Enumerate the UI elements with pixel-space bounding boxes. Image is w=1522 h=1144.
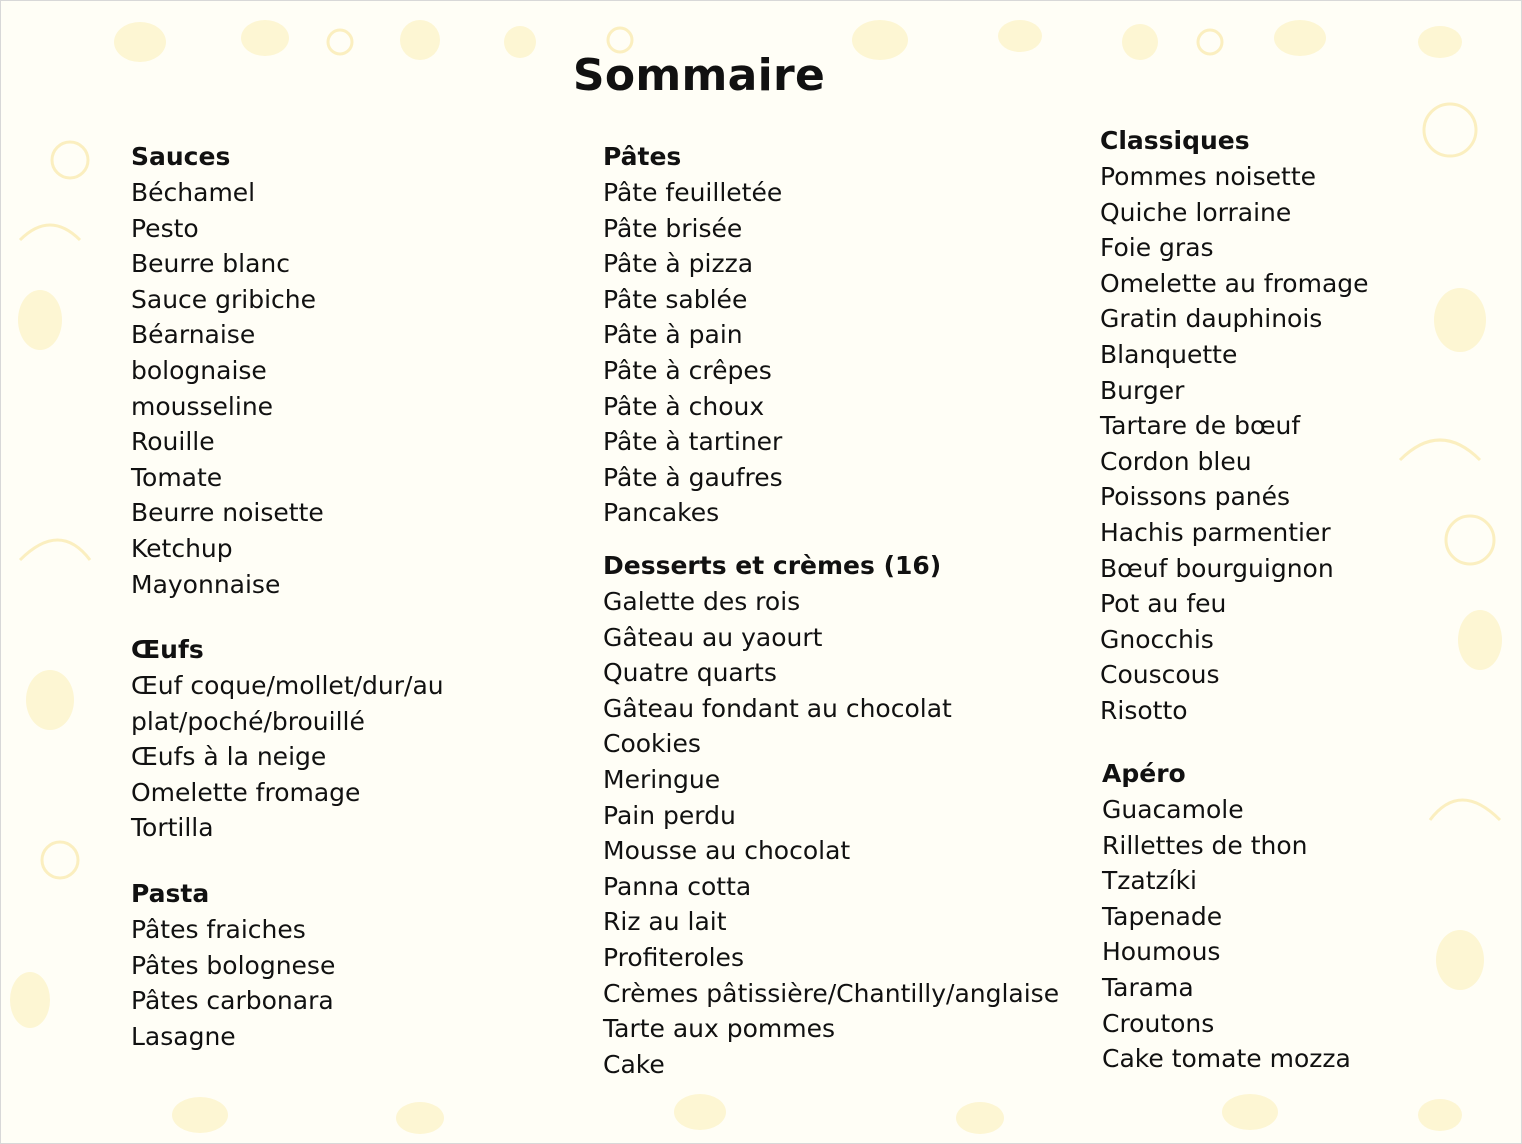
recipe-item: Pâtes bolognese <box>131 950 336 980</box>
recipe-item: Crèmes pâtissière/Chantilly/anglaise <box>603 978 1060 1008</box>
section-heading: Desserts et crèmes (16) <box>603 551 942 580</box>
section-apero <box>1102 756 1351 1077</box>
section-pasta <box>131 876 335 1054</box>
recipe-item: Pot au feu <box>1100 589 1227 619</box>
recipe-item: Pain perdu <box>603 800 736 830</box>
recipe-item: Ketchup <box>131 533 233 563</box>
recipe-item: Gâteau fondant au chocolat <box>603 693 952 723</box>
recipe-item: Tapenade <box>1102 901 1223 931</box>
section-heading: Sauces <box>131 142 231 171</box>
recipe-item: Pâte à tartiner <box>603 427 783 457</box>
recipe-item: Tartare de bœuf <box>1100 411 1301 441</box>
recipe-item: Pâtes carbonara <box>131 986 334 1016</box>
recipe-item: Foie gras <box>1100 233 1214 263</box>
recipe-item: Poissons panés <box>1100 482 1291 512</box>
recipe-item: Pancakes <box>603 498 720 528</box>
recipe-item: Couscous <box>1100 660 1220 690</box>
recipe-item: Béchamel <box>131 178 256 207</box>
recipe-item: Houmous <box>1102 937 1221 967</box>
recipe-item: Pâte à pizza <box>603 249 754 279</box>
section-heading: Apéro <box>1102 759 1186 788</box>
section-desserts <box>603 548 1059 1082</box>
section-classiques <box>1100 123 1369 729</box>
recipe-item: Gâteau au yaourt <box>603 622 823 652</box>
recipe-item: Pâte à crêpes <box>603 355 772 385</box>
section-heading: Classiques <box>1100 126 1250 155</box>
recipe-item: Croutons <box>1102 1008 1215 1038</box>
recipe-item: Pâte à gaufres <box>603 462 783 492</box>
recipe-item: Cake tomate mozza <box>1102 1044 1351 1074</box>
section-oeufs <box>131 632 444 846</box>
recipe-item: Galette des rois <box>603 587 801 616</box>
recipe-item: Cordon bleu <box>1100 446 1252 476</box>
recipe-item: Pommes noisette <box>1100 162 1317 191</box>
recipe-item: Bœuf bourguignon <box>1100 553 1334 583</box>
recipe-item: bolognaise <box>131 355 267 385</box>
recipe-item: Béarnaise <box>131 320 256 350</box>
section-heading: Pâtes <box>603 142 682 171</box>
recipe-item: Pâte brisée <box>603 213 743 243</box>
section-pates <box>603 139 783 531</box>
recipe-item: Rouille <box>131 427 215 457</box>
recipe-item: Tortilla <box>131 813 214 843</box>
recipe-item: Omelette au fromage <box>1100 268 1369 298</box>
recipe-item: Sauce gribiche <box>131 284 316 314</box>
recipe-item: Burger <box>1100 375 1185 405</box>
recipe-item: Œuf coque/mollet/dur/au <box>131 671 444 700</box>
recipe-item: Meringue <box>603 764 721 794</box>
recipe-item: Hachis parmentier <box>1100 517 1331 547</box>
recipe-item: Gratin dauphinois <box>1100 304 1323 334</box>
recipe-item: plat/poché/brouillé <box>131 706 365 736</box>
recipe-item: Tzatzíki <box>1102 866 1198 896</box>
recipe-item: Rillettes de thon <box>1102 830 1308 860</box>
recipe-item: Pesto <box>131 213 199 243</box>
recipe-item: Blanquette <box>1100 339 1238 369</box>
recipe-item: Pâte à choux <box>603 391 765 421</box>
recipe-item: Cookies <box>603 729 701 759</box>
recipe-item: Beurre blanc <box>131 249 290 279</box>
recipe-item: Œufs à la neige <box>131 742 327 772</box>
recipe-item: Cake <box>603 1049 665 1079</box>
recipe-item: Profiteroles <box>603 942 744 972</box>
recipe-item: Gnocchis <box>1100 624 1214 654</box>
section-heading: Œufs <box>131 635 204 664</box>
recipe-item: Tarama <box>1102 972 1194 1002</box>
recipe-item: Pâte sablée <box>603 284 748 314</box>
recipe-item: mousseline <box>131 391 274 421</box>
recipe-item: Beurre noisette <box>131 498 324 528</box>
recipe-item: Pâtes fraiches <box>131 915 306 944</box>
recipe-item: Tomate <box>131 462 223 492</box>
recipe-item: Mayonnaise <box>131 569 281 599</box>
page-title: Sommaire <box>572 50 826 101</box>
recipe-item: Panna cotta <box>603 871 752 901</box>
recipe-item: Lasagne <box>131 1021 236 1051</box>
recipe-item: Mousse au chocolat <box>603 836 851 866</box>
section-sauces <box>131 139 324 602</box>
recipe-item: Pâte feuilletée <box>603 178 783 207</box>
recipe-item: Guacamole <box>1102 795 1244 824</box>
recipe-item: Quiche lorraine <box>1100 197 1292 227</box>
recipe-item: Tarte aux pommes <box>603 1014 836 1044</box>
recipe-item: Riz au lait <box>603 907 727 937</box>
recipe-item: Pâte à pain <box>603 320 743 350</box>
recipe-item: Omelette fromage <box>131 777 361 807</box>
recipe-item: Quatre quarts <box>603 658 777 688</box>
section-heading: Pasta <box>131 879 210 908</box>
recipe-item: Risotto <box>1100 695 1188 725</box>
